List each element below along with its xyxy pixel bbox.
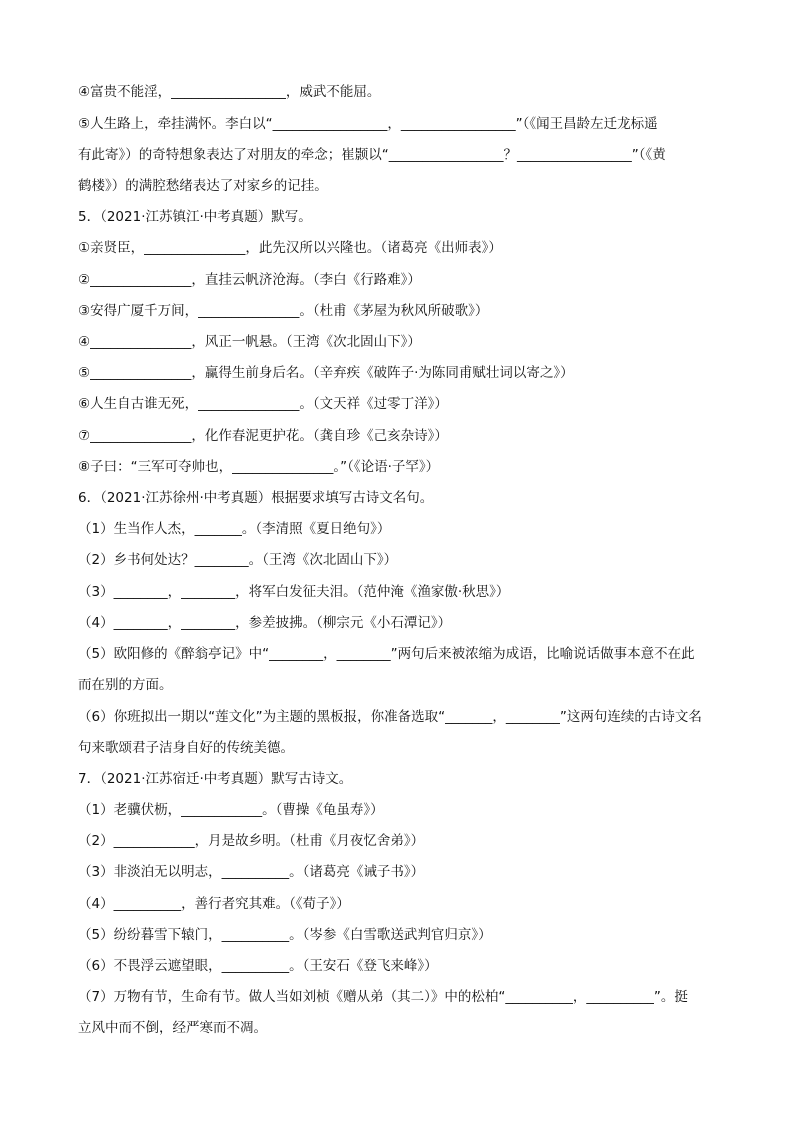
text-line-30: （7）万物有节，生命有节。做人当如刘桢《赠从弟（其二）》中的松柏“__________，__________”。挺: [78, 989, 688, 1005]
question-7-heading: 7．（2021·江苏宿迁·中考真题）默写古诗文。: [78, 771, 353, 787]
text-line-8: ③安得广厦千万间，_______________。（杜甫《茅屋为秋风所破歌》）: [78, 303, 489, 319]
text-line-7: ②_______________，直挂云帆济沧海。（李白《行路难》）: [78, 272, 421, 288]
text-line-31: 立风中而不倒，经严寒而不凋。: [78, 1020, 267, 1036]
text-line-6: ①亲贤臣，_______________，此先汉所以兴隆也。（诸葛亮《出师表》）: [78, 240, 502, 256]
text-line-21: （6）你班拟出一期以“莲文化”为主题的黑板报，你准备选取“_______，________”这两句连续的古诗文名: [78, 709, 702, 725]
text-line-22: 句来歌颂君子洁身自好的传统美德。: [78, 740, 294, 756]
text-line-12: ⑦_______________，化作春泥更护花。（龚自珍《己亥杂诗》）: [78, 428, 448, 444]
text-line-20: 而在别的方面。: [78, 677, 173, 693]
text-line-9: ④_______________，风正一帆悬。（王湾《次北固山下》）: [78, 334, 421, 350]
text-line-28: （5）纷纷暮雪下辕门，__________。（岑参《白雪歌送武判官归京》）: [78, 927, 492, 943]
text-line-4: 鹤楼》）的满腔愁绪表达了对家乡的记挂。: [78, 178, 328, 194]
text-line-18: （4）________，________，参差披拂。（柳宗元《小石潭记》）: [78, 615, 452, 631]
text-line-1: ④富贵不能淫，_________________，威武不能屈。: [78, 84, 381, 100]
text-line-11: ⑥人生自古谁无死，_______________。（文天祥《过零丁洋》）: [78, 396, 448, 412]
text-line-29: （6）不畏浮云遮望眼，__________。（王安石《登飞来峰》）: [78, 958, 438, 974]
text-line-2: ⑤人生路上，牵挂满怀。李白以“_________________，_________________”（《闻王昌龄左迁龙标遥: [78, 116, 658, 132]
text-line-26: （3）非淡泊无以明志，__________。（诸葛亮《诫子书》）: [78, 864, 425, 880]
text-line-17: （3）________，________，将军白发征夫泪。（范仲淹《渔家傲·秋思》）: [78, 584, 510, 600]
text-line-15: （1）生当作人杰，_______。（李清照《夏日绝句》）: [78, 521, 391, 537]
text-line-27: （4）__________，善行者究其难。（《荀子》）: [78, 896, 350, 912]
text-line-3: 有此寄》）的奇特想象表达了对朋友的牵念；崔颢以“_________________？_________________”（《黄: [78, 147, 666, 163]
text-line-19: （5）欧阳修的《醉翁亭记》中“________，________”两句后来被浓缩为成语，比喻说话做事本意不在此: [78, 646, 695, 662]
question-6-heading: 6．（2021·江苏徐州·中考真题）根据要求填写古诗文名句。: [78, 490, 434, 506]
text-line-24: （1）老骥伏枥，____________。（曹操《龟虽寿》）: [78, 802, 384, 818]
text-line-10: ⑤_______________，赢得生前身后名。（辛弃疾《破阵子·为陈同甫赋壮词以寄之》）: [78, 365, 574, 381]
question-5-heading: 5．（2021·江苏镇江·中考真题）默写。: [78, 209, 312, 225]
text-line-13: ⑧子曰：“三军可夺帅也，_______________。”（《论语·子罕》）: [78, 459, 440, 475]
text-line-25: （2）____________，月是故乡明。（杜甫《月夜忆舍弟》）: [78, 833, 425, 849]
text-line-16: （2）乡书何处达？________。（王湾《次北固山下》）: [78, 552, 398, 568]
